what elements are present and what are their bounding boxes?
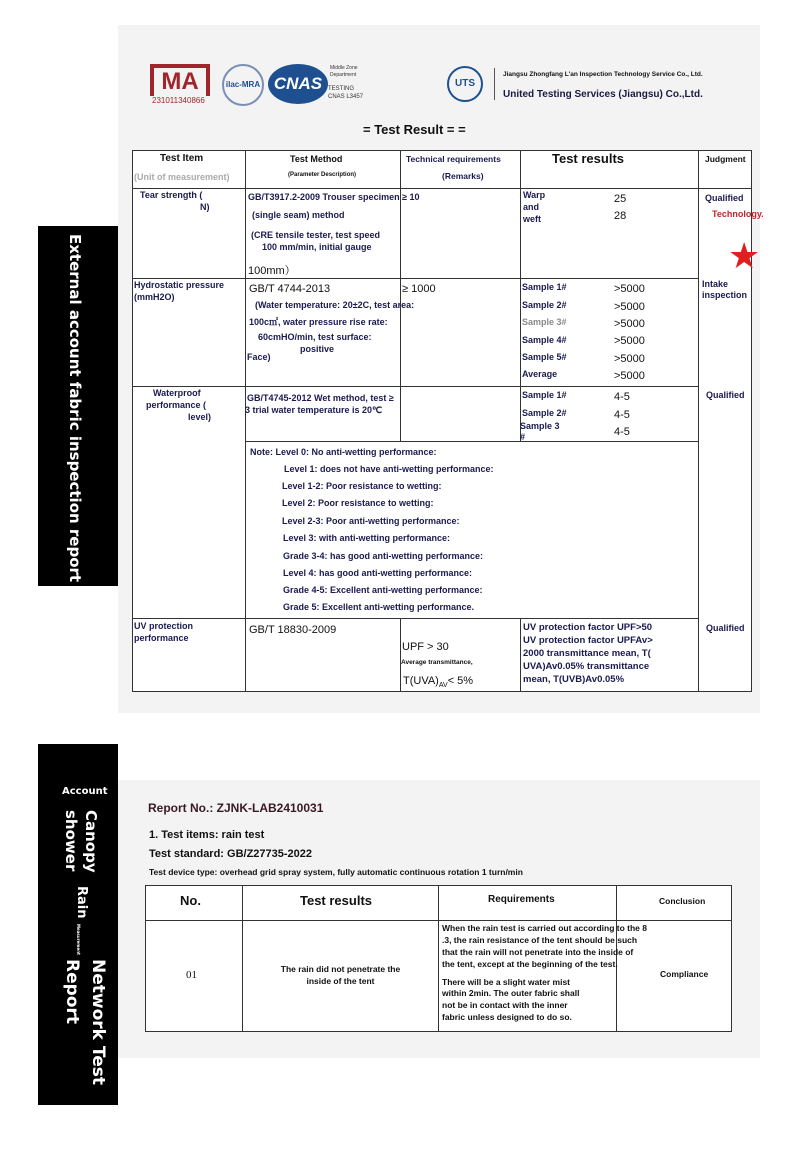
uv-result-line: 2000 transmittance mean, T( [523, 648, 651, 659]
page-title: = Test Result = = [363, 122, 466, 137]
header-requirements-sub: (Remarks) [442, 171, 484, 181]
side-label-rain: Rain [74, 886, 89, 919]
result-line: inside of the tent [306, 975, 375, 986]
hydro-sample-value: >5000 [614, 318, 645, 330]
hydro-item: Hydrostatic pressure [134, 280, 225, 290]
note-line: Grade 4-5: Excellent anti-wetting performance: [283, 585, 483, 595]
req-line: .3, the rain resistance of the tent should be such [442, 934, 638, 945]
uts-logo: UTS [447, 66, 483, 102]
hydro-unit: (mmH2O) [134, 292, 175, 302]
waterproof-sample-label: Sample 3 # [520, 421, 560, 443]
hydro-method-5: positive [300, 344, 335, 354]
side-label-box [38, 226, 118, 586]
req-line: the tent, except at the beginning of the test. [442, 958, 618, 969]
uv-result-line: UVA)Av0.05% transmittance [523, 661, 650, 672]
note-line: Level 1-2: Poor resistance to wetting: [282, 481, 442, 491]
header-test-method-sub: (Parameter Description) [288, 172, 357, 178]
waterproof-method-2: 3 trial water temperature is 20℃ [245, 405, 383, 415]
uv-result-line: UV protection factor UPF>50 [523, 622, 653, 633]
req-line: not be in contact with the inner [442, 1000, 568, 1011]
header-requirements: Requirements [488, 894, 555, 905]
req-line: that the rain will not penetrate into the inside of [442, 946, 634, 957]
waterproof-sample-label: Sample 2# [522, 408, 567, 418]
hydro-method: GB/T 4744-2013 [249, 283, 331, 295]
waterproof-sample-label: Sample 1# [522, 390, 567, 400]
hydro-sample-label: Sample 5# [522, 352, 567, 362]
logo-divider [494, 68, 495, 100]
uv-judgment: Qualified [706, 623, 745, 633]
waterproof-item-2: performance ( [146, 400, 207, 410]
hydro-sample-value: >5000 [614, 283, 645, 295]
hydro-sample-value: >5000 [614, 370, 645, 382]
header-test-results: Test results [552, 151, 625, 166]
header-test-method: Test Method [290, 154, 343, 164]
note-line: Note: Level 0: No anti-wetting performance: [250, 447, 437, 457]
cma-logo: MA [150, 64, 210, 96]
uv-req-text: T(UVA) [403, 675, 439, 687]
header-test-item-sub: (Unit of measurement) [134, 172, 230, 182]
header-judgment: Judgment [705, 154, 746, 164]
hydro-method-4: 60cmHO/min, test surface: [258, 332, 372, 342]
side-label-shower: shower [62, 810, 80, 872]
hydro-judgment: Intake inspection [702, 279, 748, 301]
tear-method-2: (single seam) method [252, 210, 345, 220]
result-line: The rain did not penetrate the [280, 964, 401, 974]
header-conclusion: Conclusion [659, 896, 706, 906]
row-conclusion: Compliance [660, 969, 709, 979]
side-label-measurement: Measurement [76, 924, 81, 955]
tear-and: and [523, 202, 540, 212]
header-test-item: Test Item [160, 153, 204, 164]
hydro-sample-label: Sample 4# [522, 335, 567, 345]
tear-weft-value: 28 [614, 210, 627, 222]
req-line: fabric unless designed to do so. [442, 1012, 572, 1023]
uv-item-2: performance [134, 633, 189, 643]
note-line: Level 2: Poor resistance to wetting: [282, 498, 434, 508]
header-requirements: Technical requirements [406, 154, 501, 164]
header-test-results: Test results [300, 893, 373, 908]
tear-warp: Warp [523, 190, 546, 200]
test-items: 1. Test items: rain test [149, 829, 265, 841]
uv-requirement: UPF > 30 [402, 641, 449, 653]
waterproof-method: GB/T4745-2012 Wet method, test ≥ [247, 393, 394, 403]
red-star-stamp-icon: ★ [728, 235, 761, 276]
req-line: When the rain test is carried out according to the 8 [442, 923, 647, 933]
waterproof-judgment: Qualified [706, 390, 745, 400]
note-line: Level 1: does not have anti-wetting performance: [284, 464, 494, 474]
hydro-sample-label: Sample 1# [522, 282, 567, 292]
tear-method: GB/T3917.2-2009 Trouser specimen ≥ 10 [248, 192, 420, 202]
test-device: Test device type: overhead grid spray system, fully automatic continuous rotation 1 turn/min [149, 867, 523, 877]
side-label-account: Account [62, 786, 108, 797]
side-label-network-test: Network Test [88, 959, 108, 1085]
cnas-logo: CNAS [268, 64, 328, 104]
side-label-canopy: Canopy [82, 810, 100, 873]
waterproof-sample-value: 4-5 [614, 409, 630, 421]
uv-result-line: mean, T(UVB)Av0.05% [523, 674, 625, 685]
hydro-method-3: 100c㎡, water pressure rise rate: [249, 317, 388, 327]
note-line: Grade 3-4: has good anti-wetting performance: [283, 551, 484, 561]
waterproof-unit: level) [188, 412, 212, 422]
waterproof-sample-value: 4-5 [614, 426, 630, 438]
tear-unit: N) [200, 202, 210, 212]
row-result [244, 964, 437, 988]
req-line: There will be a slight water mist [442, 976, 571, 987]
hydro-requirement: ≥ 1000 [402, 283, 436, 295]
cma-number: 231011340866 [152, 96, 205, 105]
tear-method-3: (CRE tensile tester, test speed [251, 230, 381, 240]
ilac-logo: ilac-MRA [222, 64, 264, 106]
side-label-box-2 [38, 744, 118, 1105]
hydro-method-2: (Water temperature: 20±2C, test area: [255, 300, 415, 310]
tear-method-5: 100mm） [248, 265, 296, 277]
req-line: within 2min. The outer fabric shall [442, 988, 580, 999]
hydro-sample-value: >5000 [614, 353, 645, 365]
tear-warp-value: 25 [614, 193, 627, 205]
uv-requirement-2: Average transmittance, [401, 659, 473, 666]
hydro-method-6: Face) [247, 352, 271, 362]
row-requirements [442, 923, 647, 1024]
side-label: External account fabric inspection report [66, 234, 84, 583]
report-number: Report No.: ZJNK-LAB2410031 [148, 801, 324, 815]
note-line: Grade 5: Excellent anti-wetting performance. [283, 602, 475, 612]
cell [400, 386, 521, 442]
cnas-id: TESTING CNAS L3457 [328, 86, 364, 100]
company-name-cn: Jiangsu Zhongfang L'an Inspection Technology Service Co., Ltd. [503, 71, 703, 78]
waterproof-item: Waterproof [153, 388, 201, 398]
uv-req-end: < 5% [447, 675, 474, 687]
waterproof-sample-value: 4-5 [614, 391, 630, 403]
stamp-text: Technology. [712, 209, 764, 219]
cell [132, 188, 246, 279]
note-line: Level 4: has good anti-wetting performance: [283, 568, 473, 578]
tear-item: Tear strength ( [140, 190, 203, 200]
uv-req-sub: AV [438, 682, 448, 690]
header-no: No. [180, 893, 201, 908]
tear-method-4: 100 mm/min, initial gauge [262, 242, 372, 252]
uv-method: GB/T 18830-2009 [249, 624, 337, 636]
hydro-sample-label: Sample 3# [522, 317, 567, 327]
company-name-en: United Testing Services (Jiangsu) Co.,Ltd. [503, 89, 703, 100]
hydro-sample-label: Sample 2# [522, 300, 567, 310]
row-number: 01 [186, 969, 197, 981]
cell [520, 188, 699, 279]
uv-item: UV protection [134, 621, 194, 631]
note-line: Level 3: with anti-wetting performance: [283, 533, 451, 543]
uv-result-line: UV protection factor UPFAv> [523, 635, 653, 646]
uv-requirement-3 [403, 675, 473, 689]
tear-judgment: Qualified [705, 193, 744, 203]
hydro-sample-value: >5000 [614, 301, 645, 313]
test-standard: Test standard: GB/Z27735-2022 [149, 848, 313, 860]
hydro-sample-label: Average [522, 369, 558, 379]
cnas-note: Middle Zone Department [330, 65, 358, 78]
tear-weft: weft [523, 214, 541, 224]
hydro-sample-value: >5000 [614, 335, 645, 347]
side-label-report: Report [62, 959, 82, 1024]
note-line: Level 2-3: Poor anti-wetting performance: [282, 516, 460, 526]
